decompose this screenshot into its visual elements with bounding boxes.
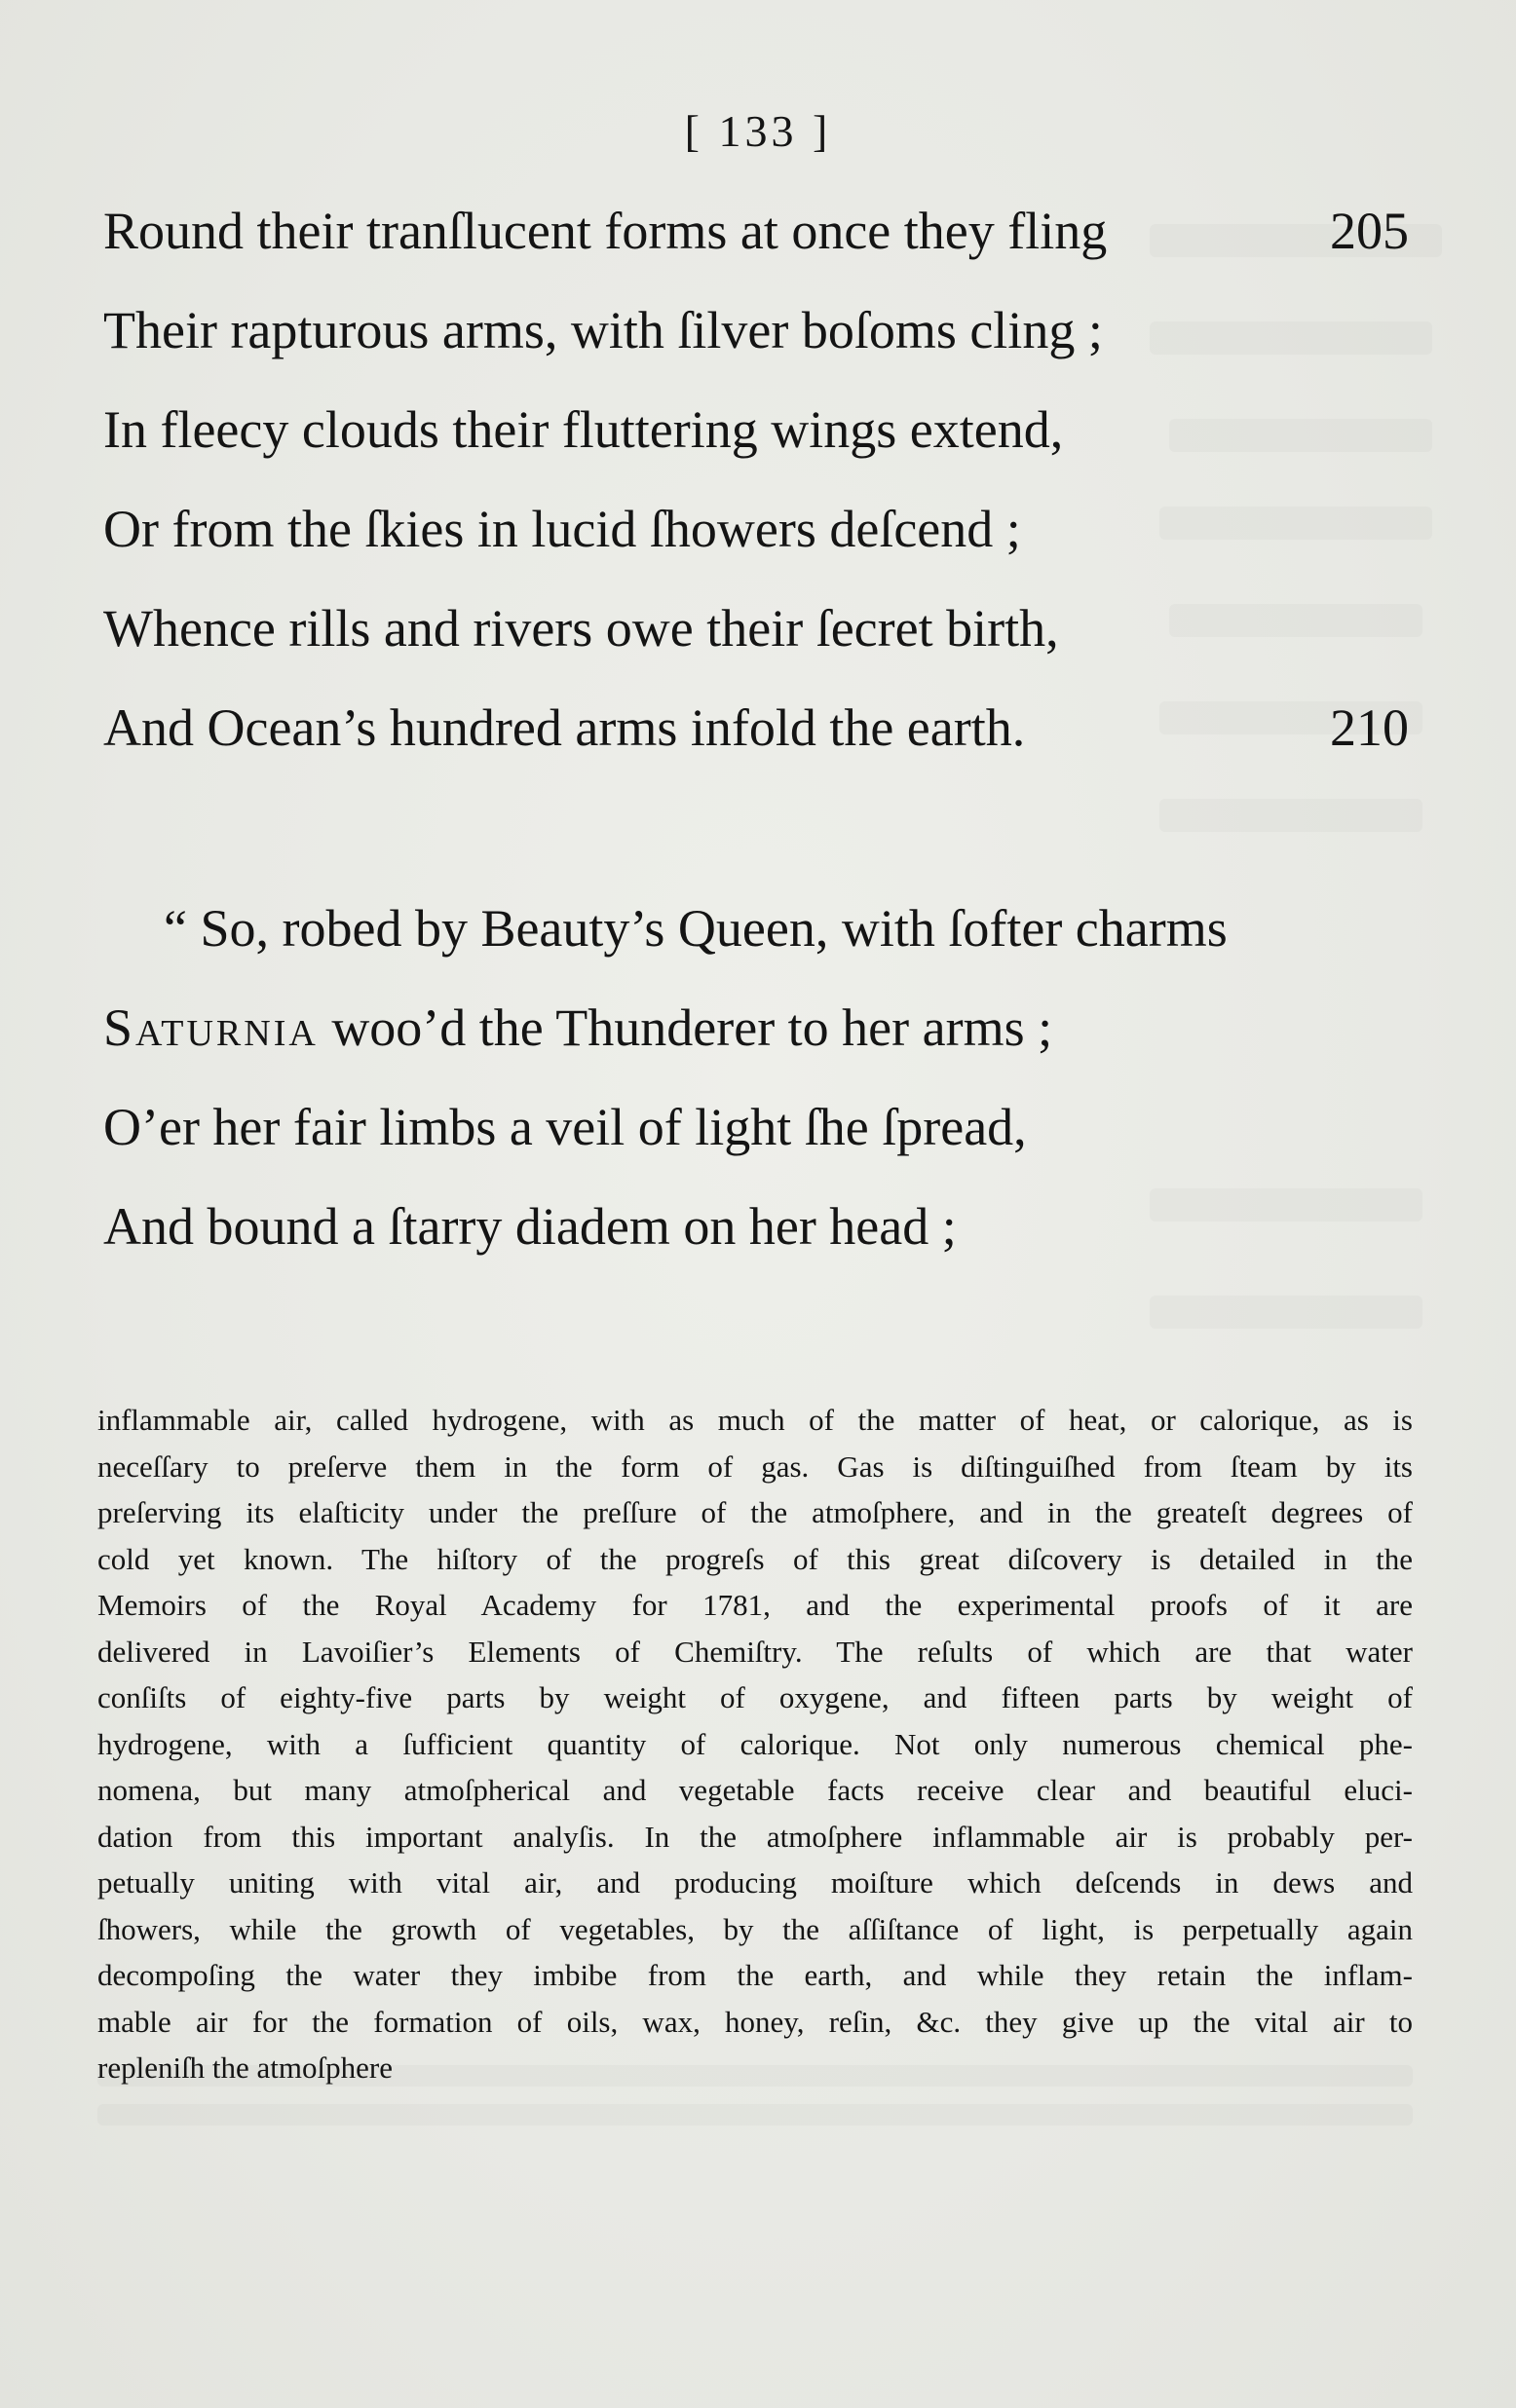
footnote <box>97 1397 1413 2091</box>
verse-line-rest: woo’d the Thunderer to her arms ; <box>318 998 1053 1057</box>
footnote-line: nomena, but many atmoſpherical and vegetable facts receive clear and beautiful eluci- <box>97 1773 1413 1807</box>
footnote-line: decompoſing the water they imbibe from the earth, and while they retain the inflam- <box>97 1958 1413 1992</box>
footnote-line: Memoirs of the Royal Academy for 1781, and the experimental proofs of it are <box>97 1588 1413 1622</box>
footnote-line: petually uniting with vital air, and producing moiſture which deſcends in dews and <box>97 1865 1413 1900</box>
verse-line <box>103 978 1409 1077</box>
footnote-line: inflammable air, called hydrogene, with as much of the matter of heat, or calorique, as is <box>97 1403 1413 1437</box>
footnote-line: repleniſh the atmoſphere <box>97 2051 393 2085</box>
verse-line <box>103 1077 1409 1177</box>
verse-line-text: In fleecy clouds their fluttering wings extend, <box>103 400 1064 459</box>
footnote-line: hydrogene, with a ſufficient quantity of calorique. Not only numerous chemical phe- <box>97 1726 1413 1761</box>
verse-line-text: “ So, robed by Beauty’s Queen, with ſofter charms <box>164 899 1228 958</box>
verse-line <box>103 181 1409 281</box>
footnote-line: dation from this important analyſis. In the atmoſphere inflammable air is probably per- <box>97 1819 1413 1854</box>
verse-line <box>103 579 1409 678</box>
verse-line-text <box>103 978 1052 1077</box>
verse-line-text: And Ocean’s hundred arms infold the earth. <box>103 698 1026 757</box>
line-number: 205 <box>1330 202 1409 260</box>
verse-stanza-2 <box>103 879 1409 1276</box>
footnote-line: neceſſary to preſerve them in the form of gas. Gas is diſtinguiſhed from ſteam by its <box>97 1449 1413 1484</box>
footnote-line: cold yet known. The hiſtory of the progreſs of this great diſcovery is detailed in the <box>97 1541 1413 1576</box>
verse-line-text: Their rapturous arms, with ſilver boſoms cling ; <box>103 301 1103 359</box>
verse-stanza-1 <box>103 181 1409 777</box>
verse-line <box>103 678 1409 777</box>
verse-line <box>103 281 1409 380</box>
footnote-line: mable air for the formation of oils, wax, honey, reſin, &c. they give up the vital air to <box>97 2004 1413 2039</box>
verse-line-text: O’er her fair limbs a veil of light ſhe ſpread, <box>103 1098 1027 1156</box>
verse-line-text: Whence rills and rivers owe their ſecret birth, <box>103 599 1059 658</box>
line-number: 210 <box>1330 698 1409 757</box>
verse-line-text: Round their tranſlucent forms at once they fling <box>103 202 1108 260</box>
verse-line-text: And bound a ſtarry diadem on her head ; <box>103 1197 957 1256</box>
verse-line <box>103 879 1409 978</box>
verse-line-text: Or from the ſkies in lucid ſhowers deſcend ; <box>103 500 1021 558</box>
verse-line <box>103 1177 1409 1276</box>
footnote-line: delivered in Lavoiſier’s Elements of Chemiſtry. The reſults of which are that water <box>97 1634 1413 1669</box>
page-number: [ 133 ] <box>684 106 832 156</box>
proper-name: Saturnia <box>103 998 319 1057</box>
verse-line <box>103 380 1409 479</box>
footnote-line: ſhowers, while the growth of vegetables, by the aſſiſtance of light, is perpetually again <box>97 1911 1413 1946</box>
verse-line <box>103 479 1409 579</box>
footnote-line: conſiſts of eighty-five parts by weight of oxygene, and fifteen parts by weight of <box>97 1680 1413 1714</box>
footnote-line: preſerving its elaſticity under the preſſure of the atmoſphere, and in the greateſt degrees of <box>97 1495 1413 1529</box>
